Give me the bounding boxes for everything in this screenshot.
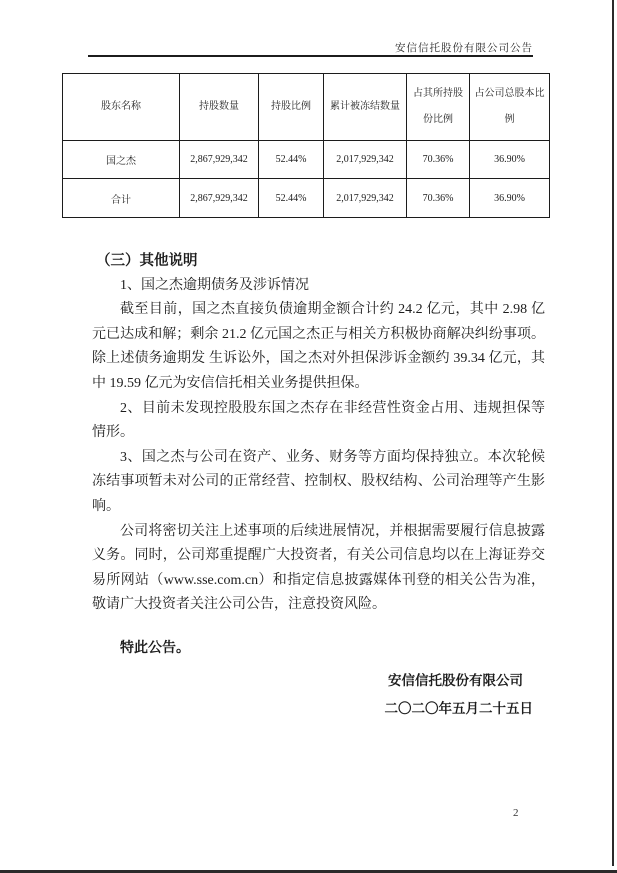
cell-pct-of-holdings: 70.36% — [407, 141, 470, 179]
cell-shares-held: 2,867,929,342 — [180, 179, 259, 218]
cell-frozen-total: 2,017,929,342 — [324, 141, 407, 179]
cell-shareholder-name: 合计 — [63, 179, 180, 218]
paragraph-overdue-debt: 截至目前，国之杰直接负债逾期金额合计约 24.2 亿元，其中 2.98 亿元已达成和解；剩余 21.2 亿元国之杰正与相关方积极协商解决纠纷事项。除上述债务逾期发 生诉讼外，国之杰对外担保涉诉金额约 39.34 亿元，其中 19.59 亿元为安信信托相关业务提供担保。 — [92, 302, 545, 391]
closing-statement: 特此公告。 — [120, 638, 190, 655]
shareholder-freeze-table — [62, 73, 550, 218]
signature-date: 二〇二〇年五月二十五日 — [384, 701, 533, 717]
signature-company: 安信信托股份有限公司 — [388, 672, 523, 688]
section-heading: （三）其他说明 — [96, 253, 198, 269]
paragraph-no-misuse: 2、目前未发现控股股东国之杰存在非经营性资金占用、违规担保等情形。 — [92, 400, 545, 441]
cell-shareholder-name: 国之杰 — [63, 141, 180, 179]
header-cell-pct-of-capital: 占公司总股本比例 — [470, 74, 550, 141]
table-row-total — [63, 179, 550, 218]
running-header-title: 安信信托股份有限公司公告 — [395, 43, 533, 54]
cell-pct-of-holdings: 70.36% — [407, 179, 470, 218]
paragraph-disclosure-notice: 公司将密切关注上述事项的后续进展情况，并根据需要履行信息披露义务。同时，公司郑重提醒广大投资者，有关公司信息均以在上海证券交易所网站（www.sse.com.cn）和指定信息披露媒体刊登的相关公告为准，敬请广大投资者关注公司公告，注意投资风险。 — [92, 523, 545, 613]
cell-shareholding-ratio: 52.44% — [259, 179, 324, 218]
header-cell-frozen-total: 累计被冻结数量 — [324, 74, 407, 141]
table-header-row — [63, 74, 550, 141]
paragraph-litigation-title: 1、国之杰逾期债务及涉诉情况 — [120, 277, 309, 293]
page-number: 2 — [513, 807, 519, 819]
cell-pct-of-capital: 36.90% — [470, 179, 550, 218]
cell-pct-of-capital: 36.90% — [470, 141, 550, 179]
paragraph-independence: 3、国之杰与公司在资产、业务、财务等方面均保持独立。本次轮候冻结事项暂未对公司的正常经营、控制权、股权结构、公司治理等产生影响。 — [92, 449, 545, 514]
cell-frozen-total: 2,017,929,342 — [324, 179, 407, 218]
header-cell-shareholding-ratio: 持股比例 — [259, 74, 324, 141]
header-cell-pct-of-holdings: 占其所持股份比例 — [407, 74, 470, 141]
cell-shares-held: 2,867,929,342 — [180, 141, 259, 179]
header-cell-shareholder-name: 股东名称 — [63, 74, 180, 141]
cell-shareholding-ratio: 52.44% — [259, 141, 324, 179]
header-cell-shares-held: 持股数量 — [180, 74, 259, 141]
scan-right-border — [612, 0, 614, 866]
table-row — [63, 141, 550, 179]
header-rule — [88, 55, 533, 57]
announcement-body — [92, 249, 545, 722]
